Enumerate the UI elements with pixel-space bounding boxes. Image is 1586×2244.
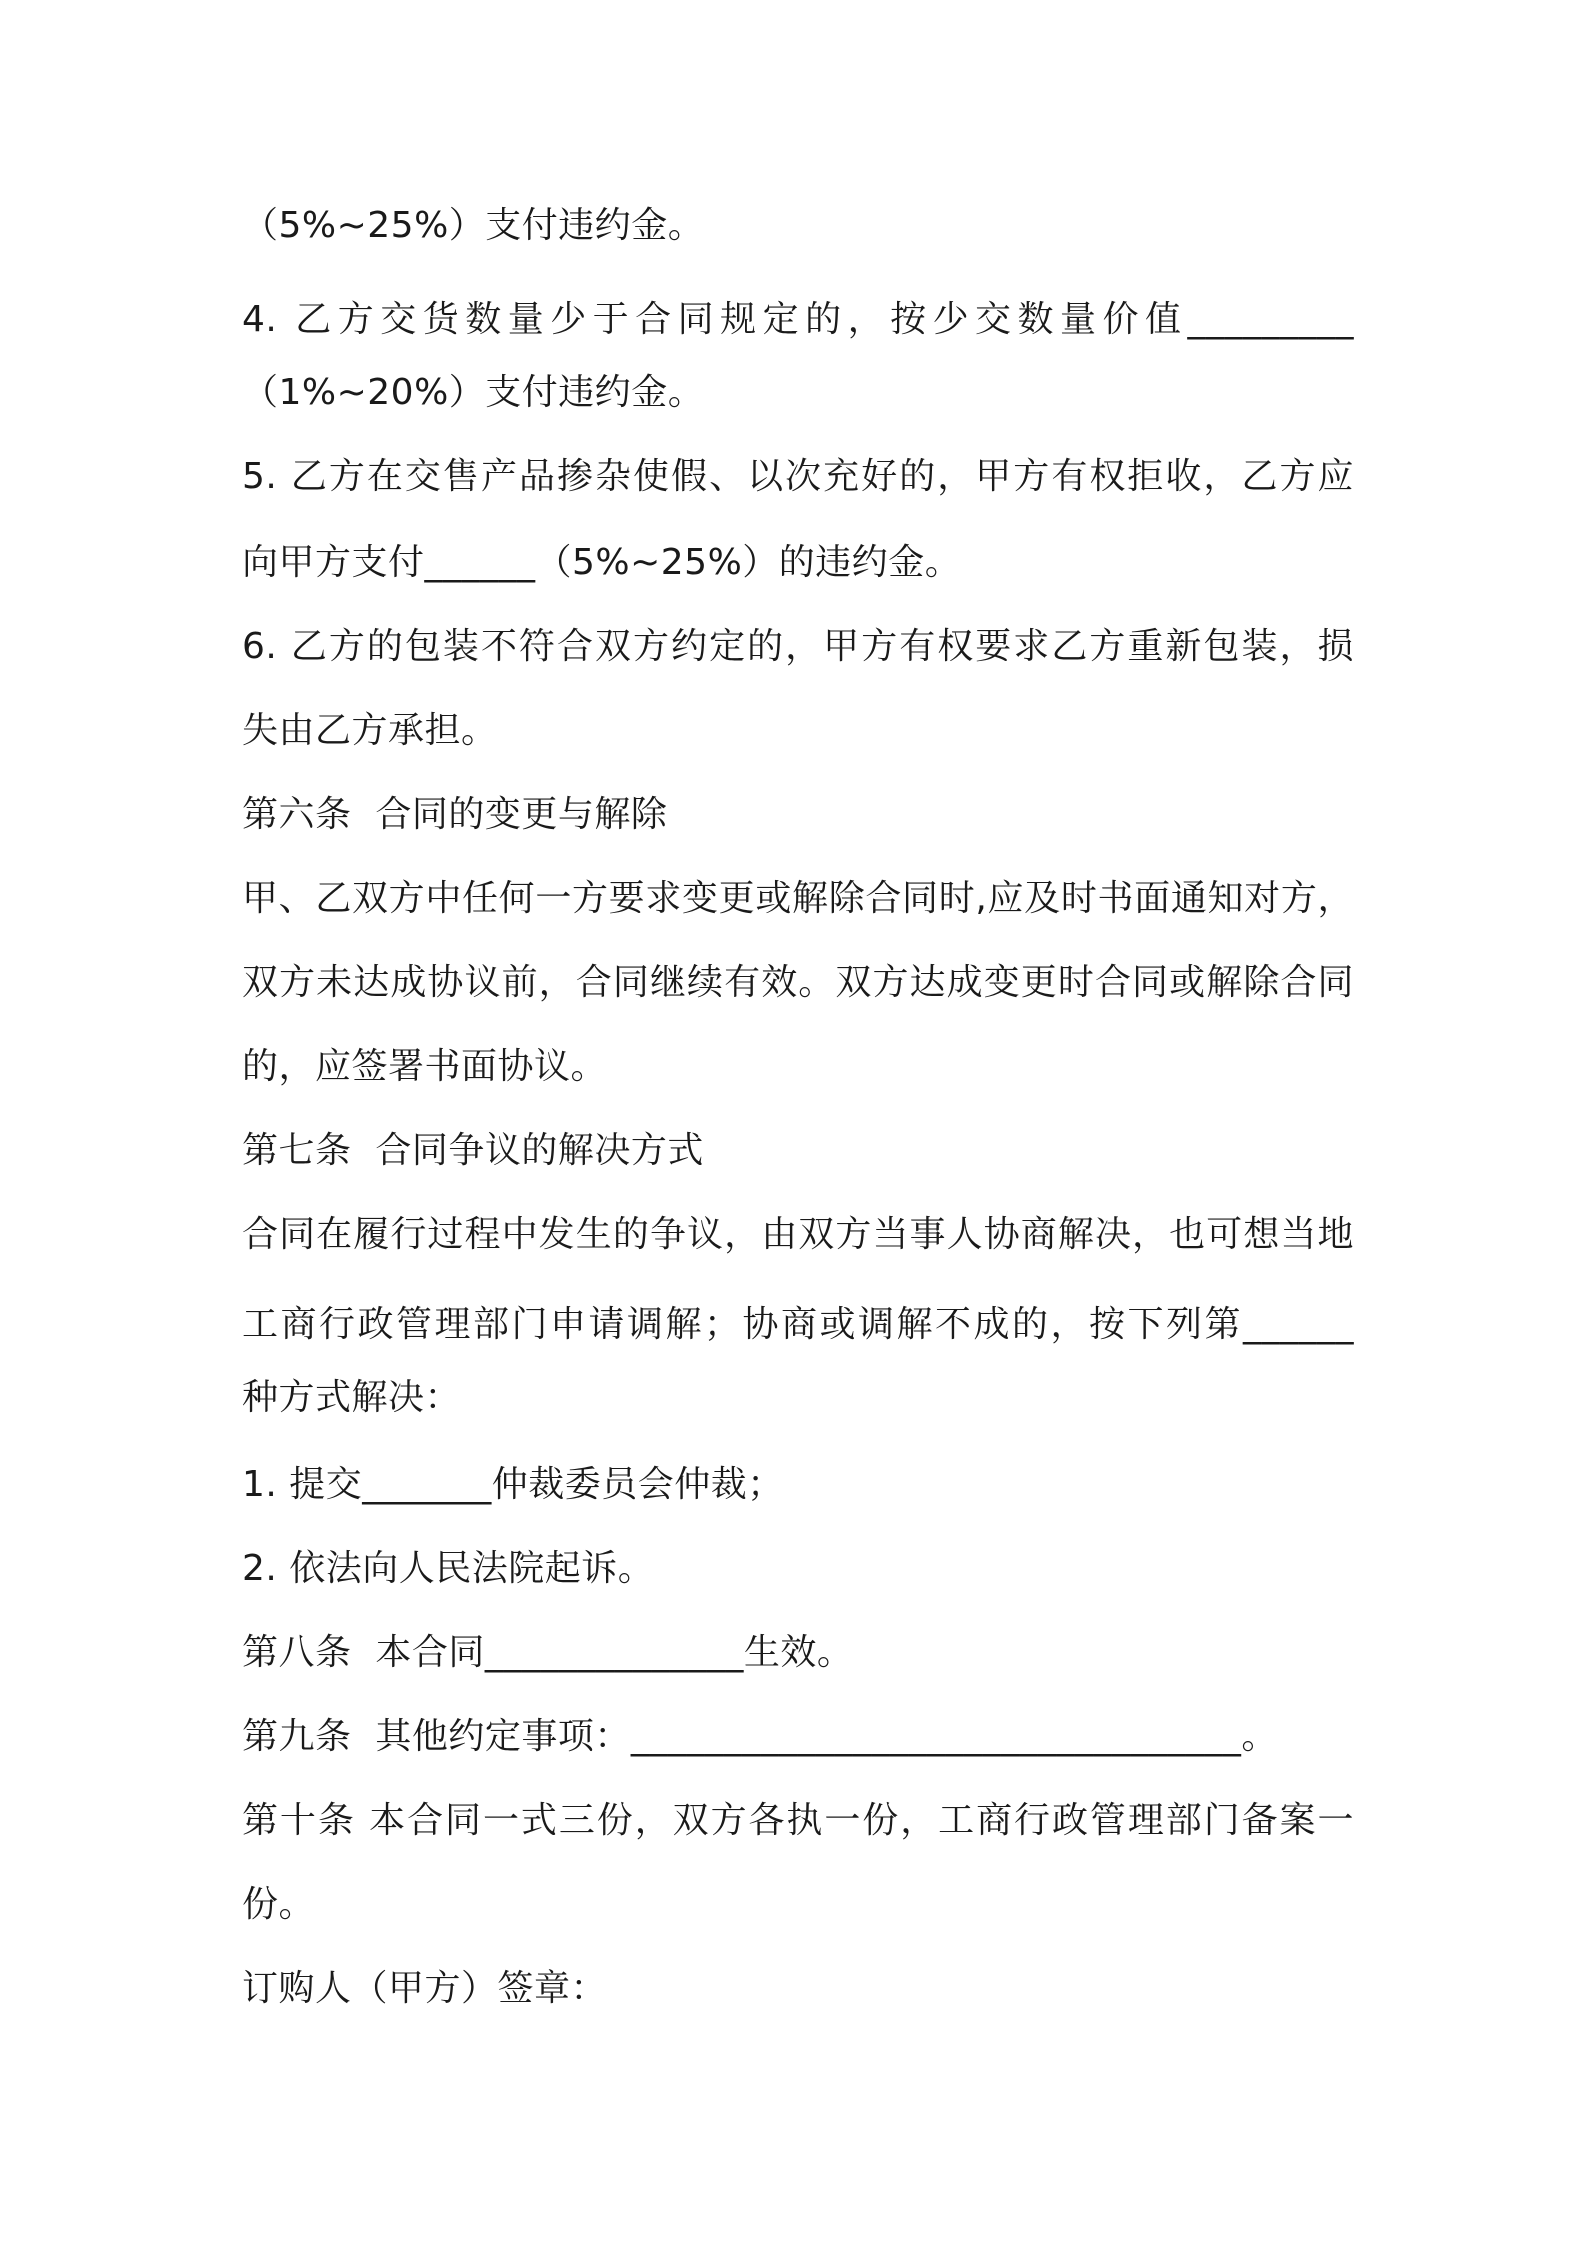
text-line: 1. 提交_______仲裁委员会仲裁； [242, 1464, 784, 1505]
text-line: 2. 依法向人民法院起诉。 [242, 1548, 655, 1589]
text-line: 4. 乙方交货数量少于合同规定的，按少交数量价值_________ [242, 299, 1354, 340]
section-heading: 第十条 本合同一式三份，双方各执一份，工商行政管理部门备案一 [242, 1800, 1354, 1841]
text-line: 份。 [242, 1884, 316, 1925]
section-heading: 第六条 合同的变更与解除 [242, 794, 668, 835]
text-line: 双方未达成协议前，合同继续有效。双方达成变更时合同或解除合同 [242, 962, 1354, 1003]
text-line: 向甲方支付______（5%~25%）的违约金。 [242, 542, 962, 583]
text-line: 甲、乙双方中任何一方要求变更或解除合同时,应及时书面通知对方， [242, 878, 1354, 919]
text-line: （1%~20%）支付违约金。 [242, 372, 705, 413]
text-line: 工商行政管理部门申请调解；协商或调解不成的，按下列第______ [242, 1304, 1354, 1345]
section-heading: 第八条 本合同______________生效。 [242, 1632, 854, 1673]
text-line: 合同在履行过程中发生的争议，由双方当事人协商解决，也可想当地 [242, 1214, 1354, 1255]
text-line: （5%~25%）支付违约金。 [242, 205, 705, 246]
text-line: 种方式解决： [242, 1377, 462, 1418]
text-line: 5. 乙方在交售产品掺杂使假、以次充好的，甲方有权拒收，乙方应 [242, 456, 1354, 497]
text-line: 失由乙方承担。 [242, 710, 498, 751]
signature-label: 订购人（甲方）签章： [242, 1968, 608, 2009]
section-heading: 第九条 其他约定事项：_________________________________。 [242, 1716, 1278, 1757]
section-heading: 第七条 合同争议的解决方式 [242, 1130, 704, 1171]
text-line: 的，应签署书面协议。 [242, 1046, 608, 1087]
text-line: 6. 乙方的包装不符合双方约定的，甲方有权要求乙方重新包装，损 [242, 626, 1354, 667]
